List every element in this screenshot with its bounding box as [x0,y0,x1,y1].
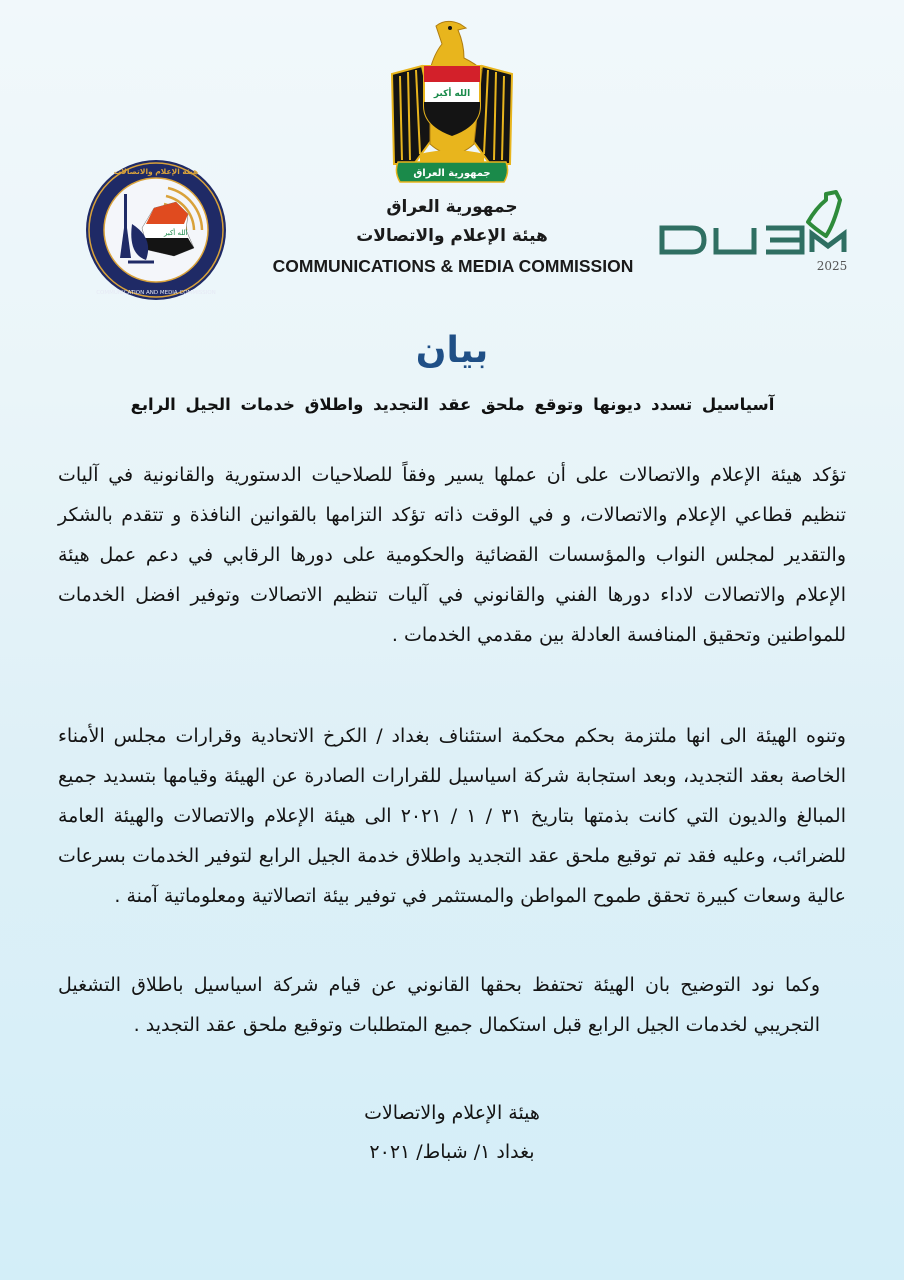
statement-paragraph-3: وكما نود التوضيح بان الهيئة تحتفظ بحقها القانوني عن قيام شركة اسياسيل باطلاق التشغيل التجريبي لخدمات الجيل الرابع قبل استكمال جميع المتطلبات وتوقيع ملحق عقد التجديد . [58,974,820,1036]
signoff-date: بغداد ١/ شباط/ ٢٠٢١ [369,1141,535,1163]
emblem-banner-text: جمهورية العراق [413,168,491,179]
statement-subtitle: آسياسيل تسدد ديونها وتوقع ملحق عقد التجديد واطلاق خدمات الجيل الرابع [130,395,775,414]
signoff-organization: هيئة الإعلام والاتصالات [364,1102,540,1124]
emblem-shield-text: الله أكبر [433,89,471,99]
statement-title: بيان [415,330,489,371]
iraq-emblem-icon [384,14,520,186]
header-commission-name-ar: هيئة الإعلام والاتصالات [356,226,548,246]
svg-text:الله أكبر: الله أكبر [164,229,188,237]
dubem-logo-year: 2025 [816,259,848,273]
header-country-name: جمهورية العراق [386,197,518,217]
statement-paragraph-2: وتنوه الهيئة الى انها ملتزمة بحكم محكمة استئناف بغداد / الكرخ الاتحادية وقرارات مجلس الأمناء الخاصة بعقد التجديد، وبعد استجابة شركة اسياسيل للقرارات الصادرة عن الهيئة وقيامها بتسديد جميع المبالغ والديون التي كانت بذمتها بتاريخ ٣١ / ١ / ٢٠٢١ الى هيئة الإعلام والاتصالات والهيئة العامة للضرائب، وعليه فقد تم توقيع ملحق عقد التجديد واطلاق خدمة الجيل الرابع لتوفير الخدمات بسرعات عالية وسعات كبيرة تحقق طموح المواطن والمستثمر في توفير بيئة اتصالاتية ومعلوماتية آمنة . [58,725,846,907]
seal-ring-text-en: COMMUNICATION AND MEDIA COMMISSION [96,290,216,296]
seal-ring-text-ar: هيئة الإعلام والاتصالات [113,167,199,176]
header-commission-name-en: COMMUNICATIONS & MEDIA COMMISSION [272,256,634,276]
statement-paragraph-1: تؤكد هيئة الإعلام والاتصالات على أن عملها يسير وفقاً للصلاحيات الدستورية والقانونية في آليات تنظيم قطاعي الإعلام والاتصالات، و في الوقت ذاته تؤكد التزامها بالقوانين النافذة و تتقدم بالشكر والتقدير لمجلس النواب والمؤسسات القضائية والحكومية على دورها الرقابي في دعم عمل هيئة الإعلام والاتصالات لاداء دورها الفني والقانوني في آليات تنظيم الاتصالات وتوفير افضل الخدمات للمواطنين وتحقيق المنافسة العادلة بين مقدمي الخدمات . [58,464,846,646]
